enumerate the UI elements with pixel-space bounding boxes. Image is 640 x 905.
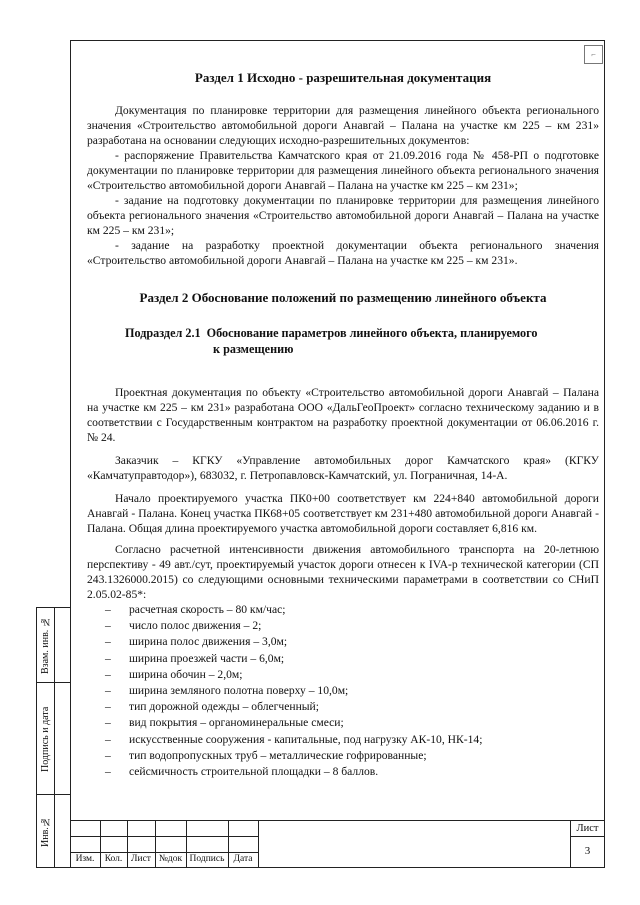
paragraph-customer: Заказчик – КГКУ «Управление автомобильных дорог Камчатского края» (КГКУ «Камчатуправтодор»), 683032, г. Петропавловск-Камчатский, ул. Пограничная, 14-А. [87, 454, 599, 482]
paragraph-category: Согласно расчетной интенсивности движения автомобильного транспорта на 20-летнюю перспективу - 49 авт./сут, проектируемый участок дороги отнесен к IVA-р технической категории (СП 243.1326000.2015) со следующими основными техническими параметрами в соответствии со СНиП 2.05.02-85*: [87, 543, 599, 601]
list-item: – число полос движения – 2; [105, 619, 262, 633]
sheet-label: Лист [576, 823, 599, 834]
izm-label: Изм. [75, 854, 95, 864]
ndok-label: №док [158, 854, 183, 864]
subsection-title-line-1: Обоснование параметров линейного объекта, планируемого [206, 326, 538, 340]
document-body [87, 64, 599, 780]
section-2-title: Раздел 2 Обоснование положений по размещению линейного объекта [139, 290, 547, 305]
list-label: Лист [131, 854, 151, 864]
subsection-2-1-title [87, 325, 599, 357]
section-1-item: - задание на разработку проектной документации объекта регионального значения «Строительство автомобильной дороги Анавгай – Палана на участке км 225 – км 231». [87, 239, 599, 267]
title-block [70, 820, 605, 868]
list-item: – ширина проезжей части – 6,0м; [105, 651, 285, 665]
sheet-number: 3 [584, 845, 591, 857]
list-item: – ширина земляного полотна поверху – 10,0м; [105, 684, 349, 698]
list-item: – тип водопропускных труб – металлические гофрированные; [105, 748, 427, 762]
kol-label: Кол. [104, 854, 123, 864]
list-item: – искусственные сооружения - капитальные, под нагрузку АК-10, НК-14; [105, 732, 483, 746]
list-item: – тип дорожной одежды – облегченный; [105, 700, 319, 714]
technical-parameters-list [87, 602, 599, 780]
section-1-title: Раздел 1 Исходно - разрешительная документация [194, 70, 492, 85]
list-item: – ширина обочин – 2,0м; [105, 667, 243, 681]
paragraph-project: Проектная документация по объекту «Строительство автомобильной дороги Анавгай – Палана на участке км 225 – км 231» разработана ООО «ДальГеоПроект» согласно техническому заданию и в соответствии с Государственным контрактом на разработку проектной документации от 06.06.2016 г. № 24. [87, 386, 599, 444]
corner-mark: ⌐ [584, 45, 603, 64]
paragraph-route: Начало проектируемого участка ПК0+00 соответствует км 224+840 автомобильной дороги Анавгай - Палана. Конец участка ПК68+05 соответствует км 231+480 автомобильной дороги Анавгай - Палана. Общая длина проектируемого участка автомобильной дороги составляет 6,816 км. [87, 492, 599, 535]
list-item: – ширина полос движения – 3,0м; [105, 635, 288, 649]
podpis-label: Подпись [189, 854, 225, 864]
subsection-title-line-2: к размещению [213, 342, 294, 356]
inv-number-label: Инв.№ [40, 816, 51, 848]
list-item: – сейсмичность строительной площадки – 8 баллов. [105, 765, 379, 779]
subsection-number: Подраздел 2.1 [125, 326, 201, 340]
list-item: – вид покрытия – органоминеральные смеси; [105, 716, 344, 730]
signature-date-label: Подпись и дата [40, 706, 51, 772]
section-1-item: - задание на подготовку документации по планировке территории для размещения линейного объекта регионального значения «Строительство автомобильной дороги Анавгай – Палана на участке км 225 – км 231»; [87, 194, 599, 237]
side-stamp [36, 607, 70, 868]
section-1-item: - распоряжение Правительства Камчатского края от 21.09.2016 года № 458-РП о подготовке документации по планировке территории для размещения линейного объекта регионального значения «Строительство автомобильной дороги Анавгай – Палана на участке км 225 – км 231»; [87, 149, 599, 192]
list-item: – расчетная скорость – 80 км/час; [105, 603, 286, 616]
data-label: Дата [233, 854, 253, 864]
vzam-inv-label: Взам. инв. № [40, 616, 51, 675]
section-1-intro: Документация по планировке территории для размещения линейного объекта регионального значения «Строительство автомобильной дороги Анавгай – Палана на участке км 225 – км 231» разработана на основании следующих исходно-разрешительных документов: [87, 104, 599, 147]
